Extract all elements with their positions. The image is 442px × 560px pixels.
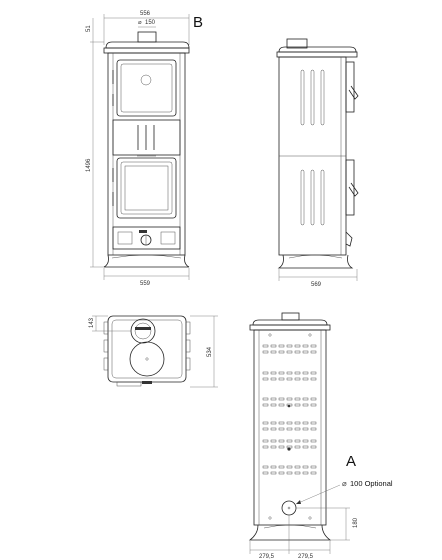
rear-view — [250, 313, 393, 560]
vent-slot — [303, 378, 308, 380]
vent-slot — [279, 398, 284, 400]
front-collar-dim: 51 — [86, 25, 92, 32]
flue-diameter-dim: 150 — [145, 20, 156, 26]
plan-offset-dim: 143 — [89, 317, 95, 328]
front-height-dim: 1496 — [86, 158, 92, 172]
vent-slot — [271, 472, 276, 474]
vent-slot — [271, 422, 276, 424]
vent-slots — [263, 345, 316, 474]
view-label-a: A — [346, 453, 357, 470]
vent-slot — [263, 372, 268, 374]
vent-slot — [279, 440, 284, 442]
vent-slot — [263, 404, 268, 406]
vent-slot — [263, 345, 268, 347]
vent-slot — [263, 466, 268, 468]
vent-slot — [311, 422, 316, 424]
vent-slot — [271, 446, 276, 448]
vent-slot — [279, 404, 284, 406]
vent-slot — [295, 440, 300, 442]
vent-slot — [287, 472, 292, 474]
vent-slot — [311, 345, 316, 347]
vent-slot — [295, 398, 300, 400]
vent-slot — [287, 466, 292, 468]
vent-slot — [279, 428, 284, 430]
vent-slot — [295, 466, 300, 468]
vent-slot — [263, 446, 268, 448]
rear-right-dim: 279,5 — [298, 554, 314, 560]
vent-slot — [287, 422, 292, 424]
vent-slot — [311, 428, 316, 430]
flue-diameter-symbol: ⌀ — [138, 20, 142, 26]
front-view — [86, 11, 203, 287]
vent-slot — [271, 440, 276, 442]
rear-left-dim: 279,5 — [259, 554, 275, 560]
vent-slot — [295, 404, 300, 406]
optional-inlet-symbol: ⌀ — [342, 479, 347, 488]
vent-slot — [303, 472, 308, 474]
plan-view — [89, 316, 218, 387]
vent-slot — [271, 466, 276, 468]
vent-slot — [263, 428, 268, 430]
vent-slot — [311, 378, 316, 380]
vent-slot — [303, 466, 308, 468]
vent-slot — [295, 372, 300, 374]
vent-slot — [287, 440, 292, 442]
vent-slot — [303, 372, 308, 374]
vent-slot — [311, 472, 316, 474]
vent-slot — [263, 472, 268, 474]
vent-slot — [279, 446, 284, 448]
vent-slot — [295, 345, 300, 347]
vent-slot — [303, 398, 308, 400]
vent-slot — [263, 351, 268, 353]
vent-slot — [311, 466, 316, 468]
vent-slot — [271, 428, 276, 430]
vent-slot — [303, 446, 308, 448]
vent-slot — [279, 466, 284, 468]
vent-slot — [271, 372, 276, 374]
vent-slot — [287, 345, 292, 347]
vent-slot — [279, 345, 284, 347]
vent-slot — [287, 378, 292, 380]
vent-slot — [287, 428, 292, 430]
vent-slot — [311, 351, 316, 353]
vent-slot — [287, 372, 292, 374]
side-width-dim: 569 — [311, 282, 322, 288]
vent-slot — [271, 351, 276, 353]
vent-slot — [295, 428, 300, 430]
optional-inlet-label: 100 Optional — [350, 479, 393, 488]
vent-slot — [271, 404, 276, 406]
vent-slot — [287, 351, 292, 353]
vent-slot — [279, 378, 284, 380]
optional-inlet — [282, 501, 296, 515]
vent-slot — [263, 378, 268, 380]
vent-slot — [271, 378, 276, 380]
vent-slot — [303, 440, 308, 442]
vent-slot — [303, 422, 308, 424]
vent-slot — [311, 440, 316, 442]
vent-slot — [295, 351, 300, 353]
vent-slot — [263, 398, 268, 400]
vent-slot — [303, 345, 308, 347]
rear-inlet-height-dim: 180 — [353, 517, 359, 528]
vent-slot — [271, 345, 276, 347]
vent-slot — [311, 398, 316, 400]
vent-slot — [287, 398, 292, 400]
vent-slot — [295, 378, 300, 380]
vent-slot — [271, 398, 276, 400]
vent-slot — [303, 404, 308, 406]
vent-slot — [303, 351, 308, 353]
plan-depth-dim: 534 — [207, 346, 213, 357]
front-bottom-width-dim: 559 — [140, 281, 151, 287]
vent-slot — [295, 472, 300, 474]
vent-slot — [295, 446, 300, 448]
vent-slot — [279, 372, 284, 374]
vent-slot — [311, 446, 316, 448]
side-view — [277, 39, 358, 288]
vent-slot — [279, 351, 284, 353]
vent-slot — [263, 422, 268, 424]
vent-slot — [311, 372, 316, 374]
view-label-b: B — [193, 14, 204, 31]
vent-slot — [279, 472, 284, 474]
vent-slot — [311, 404, 316, 406]
vent-slot — [295, 422, 300, 424]
front-top-width-dim: 556 — [140, 11, 151, 17]
vent-slot — [263, 440, 268, 442]
vent-slot — [303, 428, 308, 430]
vent-slot — [279, 422, 284, 424]
